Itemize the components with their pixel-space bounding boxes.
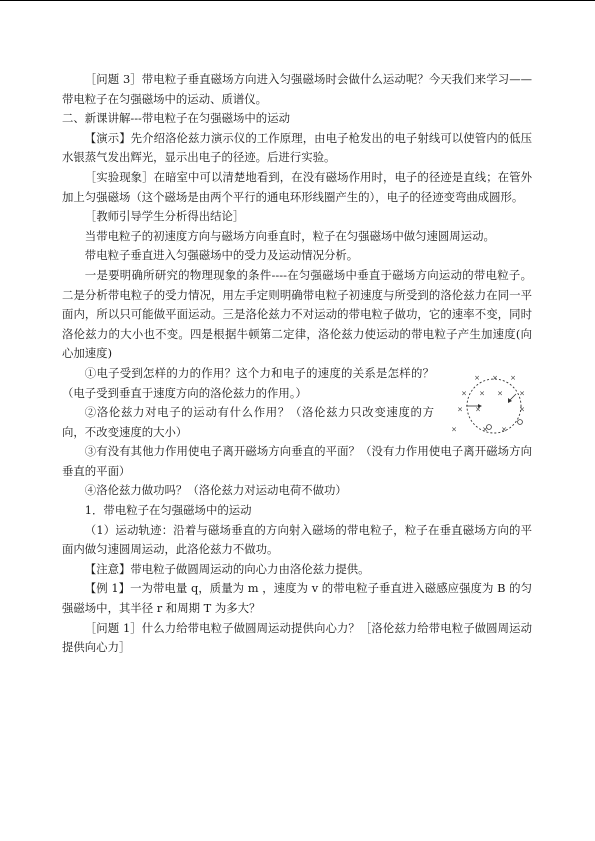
analysis-paragraph: 一是要明确所研究的物理现象的条件----在匀强磁场中垂直于磁场方向运动的带电粒子。二是分析带电粒子的受力情况，用左手定则明确带电粒子初速度与所受到的洛伦兹力在同一平面内，所以只可能做平面运动。三是洛伦兹力不对运动的带电粒子做功，它的速率不变，同时洛伦兹力的大小也不变。四是根据牛顿第二定律，洛伦兹力使运动的带电粒子产生加速度(向心加速度) [62, 267, 532, 361]
field-into-page-mark: × [457, 405, 463, 414]
teacher-guide-heading: ［教师引导学生分析得出结论］ [84, 209, 245, 224]
question-item-3: ③有没有其他力作用使电子离开磁场方向垂直的平面？（没有力作用使电子离开磁场方向垂直的平面） [62, 444, 532, 478]
electron-particle [518, 420, 523, 425]
field-into-page-mark: × [475, 405, 481, 414]
field-into-page-mark: × [501, 425, 507, 434]
field-into-page-mark: × [510, 373, 516, 382]
example-1-paragraph: 【例 1】一为带电量 q，质量为 m ，速度为 v 的带电粒子垂直进入磁感应强度为 B 的匀强磁场中，其半径 r 和周期 T 为多大？ [62, 581, 532, 616]
field-into-page-mark: × [497, 389, 503, 398]
question-item-4: ④洛伦兹力做功吗？（洛伦兹力对运动电荷不做功） [84, 483, 347, 498]
question-item-2: ②洛伦兹力对电子的运动有什么作用？（洛伦兹力只改变速度的方向，不改变速度的大小） [62, 405, 434, 439]
field-into-page-mark: × [492, 373, 498, 382]
demo-paragraph: 【演示】先介绍洛伦兹力演示仪的工作原理，由电子枪发出的电子射线可以使管内的低压水银蒸气发出辉光，显示出电子的径迹。后进行实验。 [62, 130, 532, 165]
document-body [62, 70, 532, 658]
field-into-page-mark: × [479, 389, 485, 398]
field-into-page-mark: × [519, 389, 525, 398]
magnetic-field-circle-figure [442, 368, 542, 442]
field-into-page-mark: × [451, 425, 457, 434]
conclusion-paragraph: 当带电粒子的初速度方向与磁场方向垂直时，粒子在匀强磁场中做匀速圆周运动。 [84, 228, 495, 243]
intro-question-3: ［问题 3］带电粒子垂直磁场方向进入匀强磁场时会做什么运动呢？今天我们来学习——带电粒子在匀强磁场中的运动、质谱仪。 [62, 72, 532, 106]
field-into-page-mark: × [474, 373, 480, 382]
field-into-page-mark: × [519, 405, 525, 414]
experiment-phenomenon: ［实验现象］在暗室中可以清楚地看到，在没有磁场作用时，电子的径迹是直线；在管外加上匀强磁场（这个磁场是由两个平行的通电环形线圈产生的），电子的径迹变弯曲成圆形。 [62, 169, 532, 204]
force-analysis-heading: 带电粒子垂直进入匀强磁场中的受力及运动情况分析。 [84, 248, 359, 263]
question-item-1: ①电子受到怎样的力的作用？这个力和电子的速度的关系是怎样的？（电子受到垂直于速度方向的洛伦兹力的作用。） [62, 365, 434, 400]
circular-orbit-diagram [442, 368, 542, 442]
section-heading-new-lesson: 二、新课讲解---带电粒子在匀强磁场中的运动 [62, 111, 290, 126]
question-1-paragraph: ［问题 1］什么力给带电粒子做圆周运动提供向心力？［洛伦兹力给带电粒子做圆周运动提供向心力］ [62, 620, 532, 655]
field-into-page-mark: × [461, 389, 467, 398]
force-arrow [510, 394, 516, 400]
motion-trajectory-paragraph: （1）运动轨迹：沿着与磁场垂直的方向射入磁场的带电粒子，粒子在垂直磁场方向的平面内做匀速圆周运动，此洛伦兹力不做功。 [62, 522, 532, 557]
field-into-page-mark: × [482, 425, 488, 434]
page-top-rule [0, 0, 595, 1]
subsection-heading-1: 1．带电粒子在匀强磁场中的运动 [84, 503, 252, 518]
note-paragraph: 【注意】带电粒子做圆周运动的向心力由洛伦兹力提供。 [84, 561, 370, 576]
